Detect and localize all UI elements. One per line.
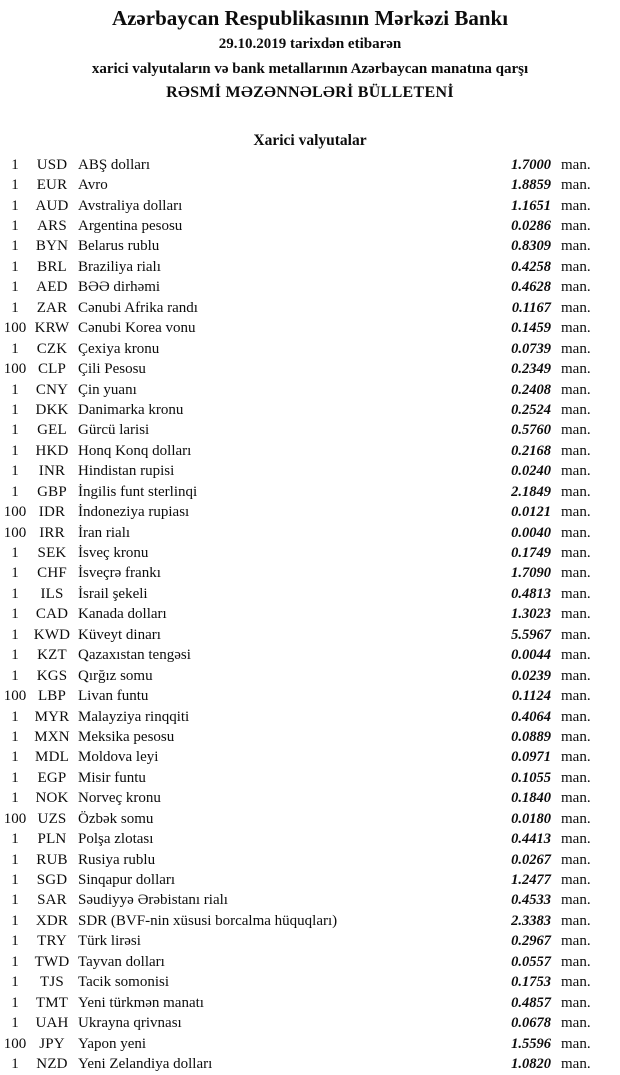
row-code: IRR [39,524,65,541]
row-code: NZD [36,1055,68,1072]
row-rate: 0.4813 [511,585,551,602]
row-code: CHF [37,565,67,582]
row-unit: man. [561,156,591,173]
row-unit: man. [561,340,591,357]
row-qty: 1 [11,933,19,950]
currency-row [0,319,620,339]
currency-row [0,380,620,400]
row-name: Səudiyyə Ərəbistanı rialı [78,892,228,909]
row-name: İsveç kronu [78,545,149,562]
row-code: KRW [34,320,70,337]
row-rate: 0.0286 [511,218,551,235]
row-name: Yeni türkmən manatı [78,994,204,1011]
row-unit: man. [561,851,591,868]
row-unit: man. [561,585,591,602]
row-qty: 1 [11,667,19,684]
row-rate: 0.0971 [511,749,551,766]
currency-row [0,543,620,563]
row-name: Gürcü larisi [78,422,150,439]
currency-row [0,625,620,645]
row-rate: 0.0240 [511,463,551,480]
row-name: Argentina pesosu [78,218,183,235]
row-unit: man. [561,626,591,643]
row-rate: 1.2477 [511,872,551,889]
row-unit: man. [561,688,591,705]
row-name: ABŞ dolları [78,156,151,173]
row-unit: man. [561,524,591,541]
row-rate: 0.1167 [511,299,551,316]
row-qty: 1 [11,912,19,929]
row-code: TWD [34,953,70,970]
row-rate: 2.3383 [511,912,551,929]
row-qty: 1 [11,728,19,745]
row-code: CZK [36,340,68,357]
row-code: DKK [35,401,69,418]
row-code: MDL [35,749,69,766]
row-qty: 1 [11,749,19,766]
currency-row [0,809,620,829]
row-code: MXN [34,728,70,745]
row-name: Rusiya rublu [78,851,156,868]
row-qty: 1 [11,606,19,623]
row-qty: 1 [11,565,19,582]
row-name: Sinqapur dolları [78,872,176,889]
row-name: Çin yuanı [78,381,137,398]
row-qty: 1 [11,177,19,194]
row-name: Cənubi Afrika randı [78,299,198,316]
row-qty: 1 [11,974,19,991]
row-name: Cənubi Korea vonu [78,320,196,337]
row-code: EGP [37,769,67,786]
row-code: SGD [36,872,68,889]
bulletin-title: RƏSMİ MƏZƏNNƏLƏRİ BÜLLETENİ [166,84,454,101]
row-name: İndoneziya rupiası [78,504,190,521]
row-qty: 1 [11,790,19,807]
row-name: Türk lirəsi [78,933,141,950]
row-name: Avro [78,177,108,194]
row-code: XDR [35,912,69,929]
row-name: İsveçrə frankı [78,565,161,582]
row-rate: 0.4064 [511,708,551,725]
row-qty: 1 [11,647,19,664]
currency-row [0,502,620,522]
row-code: CAD [35,606,69,623]
currency-row [0,666,620,686]
row-qty: 1 [11,381,19,398]
currency-row [0,850,620,870]
row-qty: 1 [11,953,19,970]
row-qty: 1 [11,708,19,725]
row-unit: man. [561,1055,591,1072]
row-rate: 0.2524 [511,401,551,418]
currency-row [0,1034,620,1054]
currency-row [0,789,620,809]
row-rate: 0.0040 [511,524,551,541]
row-qty: 100 [3,688,27,705]
row-unit: man. [561,238,591,255]
row-code: BRL [37,258,67,275]
row-unit: man. [561,708,591,725]
row-code: ILS [40,585,64,602]
row-unit: man. [561,504,591,521]
row-qty: 1 [11,545,19,562]
row-unit: man. [561,442,591,459]
row-unit: man. [561,749,591,766]
currency-row [0,441,620,461]
currency-row [0,155,620,175]
row-qty: 100 [3,524,27,541]
row-unit: man. [561,892,591,909]
currency-row [0,564,620,584]
currency-row [0,216,620,236]
row-rate: 0.8309 [511,238,551,255]
currency-row [0,952,620,972]
row-code: KGS [36,667,68,684]
row-rate: 0.1749 [511,545,551,562]
row-unit: man. [561,463,591,480]
row-qty: 1 [11,279,19,296]
row-name: Meksika pesosu [78,728,175,745]
currency-row [0,237,620,257]
row-unit: man. [561,320,591,337]
row-qty: 100 [3,1035,27,1052]
row-name: Malayziya rinqqiti [78,708,190,725]
row-code: UAH [35,1015,69,1032]
row-code: PLN [37,831,67,848]
currency-row [0,686,620,706]
currency-row [0,359,620,379]
row-name: Belarus rublu [78,238,160,255]
row-rate: 0.4258 [511,258,551,275]
row-rate: 0.0180 [511,810,551,827]
row-unit: man. [561,381,591,398]
row-unit: man. [561,483,591,500]
row-name: Tayvan dolları [78,953,165,970]
row-unit: man. [561,912,591,929]
row-name: Kanada dolları [78,606,167,623]
row-unit: man. [561,279,591,296]
row-code: UZS [37,810,67,827]
row-name: Özbək somu [78,810,154,827]
row-unit: man. [561,218,591,235]
row-name: Moldova leyi [78,749,159,766]
currency-row [0,993,620,1013]
currency-row [0,298,620,318]
currency-row [0,973,620,993]
row-name: SDR (BVF-nin xüsusi borcalma hüquqları) [78,912,338,929]
row-rate: 0.0044 [511,647,551,664]
row-qty: 1 [11,401,19,418]
row-qty: 1 [11,463,19,480]
row-qty: 100 [3,361,27,378]
row-unit: man. [561,769,591,786]
row-rate: 0.0889 [511,728,551,745]
row-code: GEL [37,422,67,439]
row-qty: 1 [11,299,19,316]
row-rate: 0.0678 [511,1015,551,1032]
row-name: Hindistan rupisi [78,463,175,480]
currency-row [0,748,620,768]
row-qty: 1 [11,994,19,1011]
row-rate: 1.8859 [511,177,551,194]
section-title-foreign-currencies: Xarici valyutalar [253,132,367,149]
row-code: AUD [35,197,69,214]
row-code: KZT [37,647,67,664]
row-unit: man. [561,177,591,194]
row-code: TRY [37,933,67,950]
currency-row [0,175,620,195]
row-name: Tacik somonisi [78,974,170,991]
row-rate: 0.0739 [511,340,551,357]
currency-row [0,523,620,543]
currency-row [0,278,620,298]
currency-row [0,339,620,359]
row-code: BYN [35,238,69,255]
row-qty: 1 [11,238,19,255]
currency-row [0,911,620,931]
row-unit: man. [561,933,591,950]
row-rate: 0.1055 [511,769,551,786]
row-unit: man. [561,728,591,745]
row-unit: man. [561,1015,591,1032]
currency-row [0,257,620,277]
row-qty: 1 [11,197,19,214]
row-rate: 1.1651 [511,197,551,214]
row-unit: man. [561,197,591,214]
row-code: ARS [37,218,67,235]
row-rate: 0.5760 [511,422,551,439]
row-rate: 0.1124 [511,688,551,705]
row-rate: 0.1840 [511,790,551,807]
currency-row [0,421,620,441]
row-qty: 1 [11,156,19,173]
row-code: IDR [38,504,66,521]
row-qty: 1 [11,483,19,500]
row-unit: man. [561,545,591,562]
row-name: Yapon yeni [78,1035,147,1052]
row-qty: 1 [11,872,19,889]
currency-row [0,1054,620,1074]
row-code: AED [36,279,68,296]
currency-row [0,768,620,788]
row-unit: man. [561,994,591,1011]
row-name: Qazaxıstan tengəsi [78,647,191,664]
currency-row [0,829,620,849]
row-code: GBP [37,483,67,500]
row-code: NOK [35,790,69,807]
row-rate: 0.2168 [511,442,551,459]
row-code: TMT [35,994,69,1011]
row-qty: 1 [11,258,19,275]
row-unit: man. [561,258,591,275]
row-code: CLP [37,361,67,378]
row-name: Braziliya rialı [78,258,161,275]
currency-row [0,727,620,747]
row-name: Yeni Zelandiya dolları [78,1055,213,1072]
row-code: INR [38,463,66,480]
row-code: JPY [39,1035,65,1052]
row-rate: 0.1753 [511,974,551,991]
row-name: İsrail şekeli [78,585,148,602]
row-code: USD [36,156,68,173]
row-rate: 0.4628 [511,279,551,296]
row-name: Avstraliya dolları [78,197,183,214]
row-rate: 0.4857 [511,994,551,1011]
row-code: EUR [36,177,68,194]
row-name: İngilis funt sterlinqi [78,483,198,500]
currency-row [0,482,620,502]
row-name: Küveyt dinarı [78,626,161,643]
row-code: TJS [40,974,64,991]
currency-row [0,1013,620,1033]
row-name: Danimarka kronu [78,401,184,418]
row-rate: 1.5596 [511,1035,551,1052]
row-qty: 1 [11,851,19,868]
row-code: CNY [35,381,69,398]
subject-line: xarici valyutaların və bank metallarının Azərbaycan manatına qarşı [91,61,529,77]
row-rate: 0.4533 [511,892,551,909]
currency-row [0,646,620,666]
row-code: HKD [35,442,69,459]
row-unit: man. [561,401,591,418]
row-name: İran rialı [78,524,131,541]
row-code: LBP [37,688,67,705]
row-rate: 0.0121 [511,504,551,521]
currency-row [0,584,620,604]
bank-name: Azərbaycan Respublikasının Mərkəzi Bankı [111,6,509,30]
row-name: BƏƏ dirhəmi [78,279,161,296]
row-qty: 1 [11,892,19,909]
row-qty: 1 [11,442,19,459]
row-rate: 1.3023 [511,606,551,623]
row-unit: man. [561,790,591,807]
row-name: Honq Konq dolları [78,442,192,459]
row-rate: 5.5967 [511,626,551,643]
row-rate: 0.0239 [511,667,551,684]
row-code: ZAR [36,299,68,316]
row-qty: 1 [11,340,19,357]
row-unit: man. [561,953,591,970]
row-rate: 0.0557 [511,953,551,970]
currency-table [0,155,620,1075]
row-qty: 100 [3,320,27,337]
row-name: Polşa zlotası [78,831,154,848]
currency-row [0,196,620,216]
row-qty: 1 [11,626,19,643]
row-name: Çili Pesosu [78,361,146,378]
effective-date-line: 29.10.2019 tarixdən etibarən [218,36,402,52]
row-code: MYR [34,708,70,725]
row-qty: 1 [11,1055,19,1072]
currency-row [0,891,620,911]
currency-row [0,462,620,482]
row-qty: 1 [11,585,19,602]
row-unit: man. [561,831,591,848]
row-name: Ukrayna qrivnası [78,1015,182,1032]
row-code: KWD [33,626,71,643]
row-rate: 0.2349 [511,361,551,378]
row-qty: 100 [3,810,27,827]
row-rate: 0.2408 [511,381,551,398]
row-rate: 1.7000 [511,156,551,173]
row-unit: man. [561,810,591,827]
row-rate: 2.1849 [511,483,551,500]
row-qty: 100 [3,504,27,521]
row-rate: 0.1459 [511,320,551,337]
currency-row [0,932,620,952]
currency-row [0,870,620,890]
row-qty: 1 [11,1015,19,1032]
row-qty: 1 [11,831,19,848]
row-code: RUB [36,851,68,868]
row-name: Qırğız somu [78,667,153,684]
row-unit: man. [561,299,591,316]
row-name: Misir funtu [78,769,146,786]
row-qty: 1 [11,218,19,235]
row-rate: 0.4413 [511,831,551,848]
row-unit: man. [561,565,591,582]
row-rate: 0.0267 [511,851,551,868]
currency-row [0,605,620,625]
row-unit: man. [561,606,591,623]
row-unit: man. [561,422,591,439]
row-unit: man. [561,647,591,664]
row-qty: 1 [11,422,19,439]
row-unit: man. [561,667,591,684]
row-unit: man. [561,1035,591,1052]
row-code: SAR [37,892,67,909]
row-unit: man. [561,361,591,378]
row-name: Livan funtu [78,688,149,705]
currency-row [0,400,620,420]
row-qty: 1 [11,769,19,786]
row-rate: 0.2967 [511,933,551,950]
currency-row [0,707,620,727]
row-code: SEK [37,545,67,562]
row-rate: 1.7090 [511,565,551,582]
row-unit: man. [561,872,591,889]
row-rate: 1.0820 [511,1055,551,1072]
row-unit: man. [561,974,591,991]
row-name: Norveç kronu [78,790,161,807]
row-name: Çexiya kronu [78,340,160,357]
